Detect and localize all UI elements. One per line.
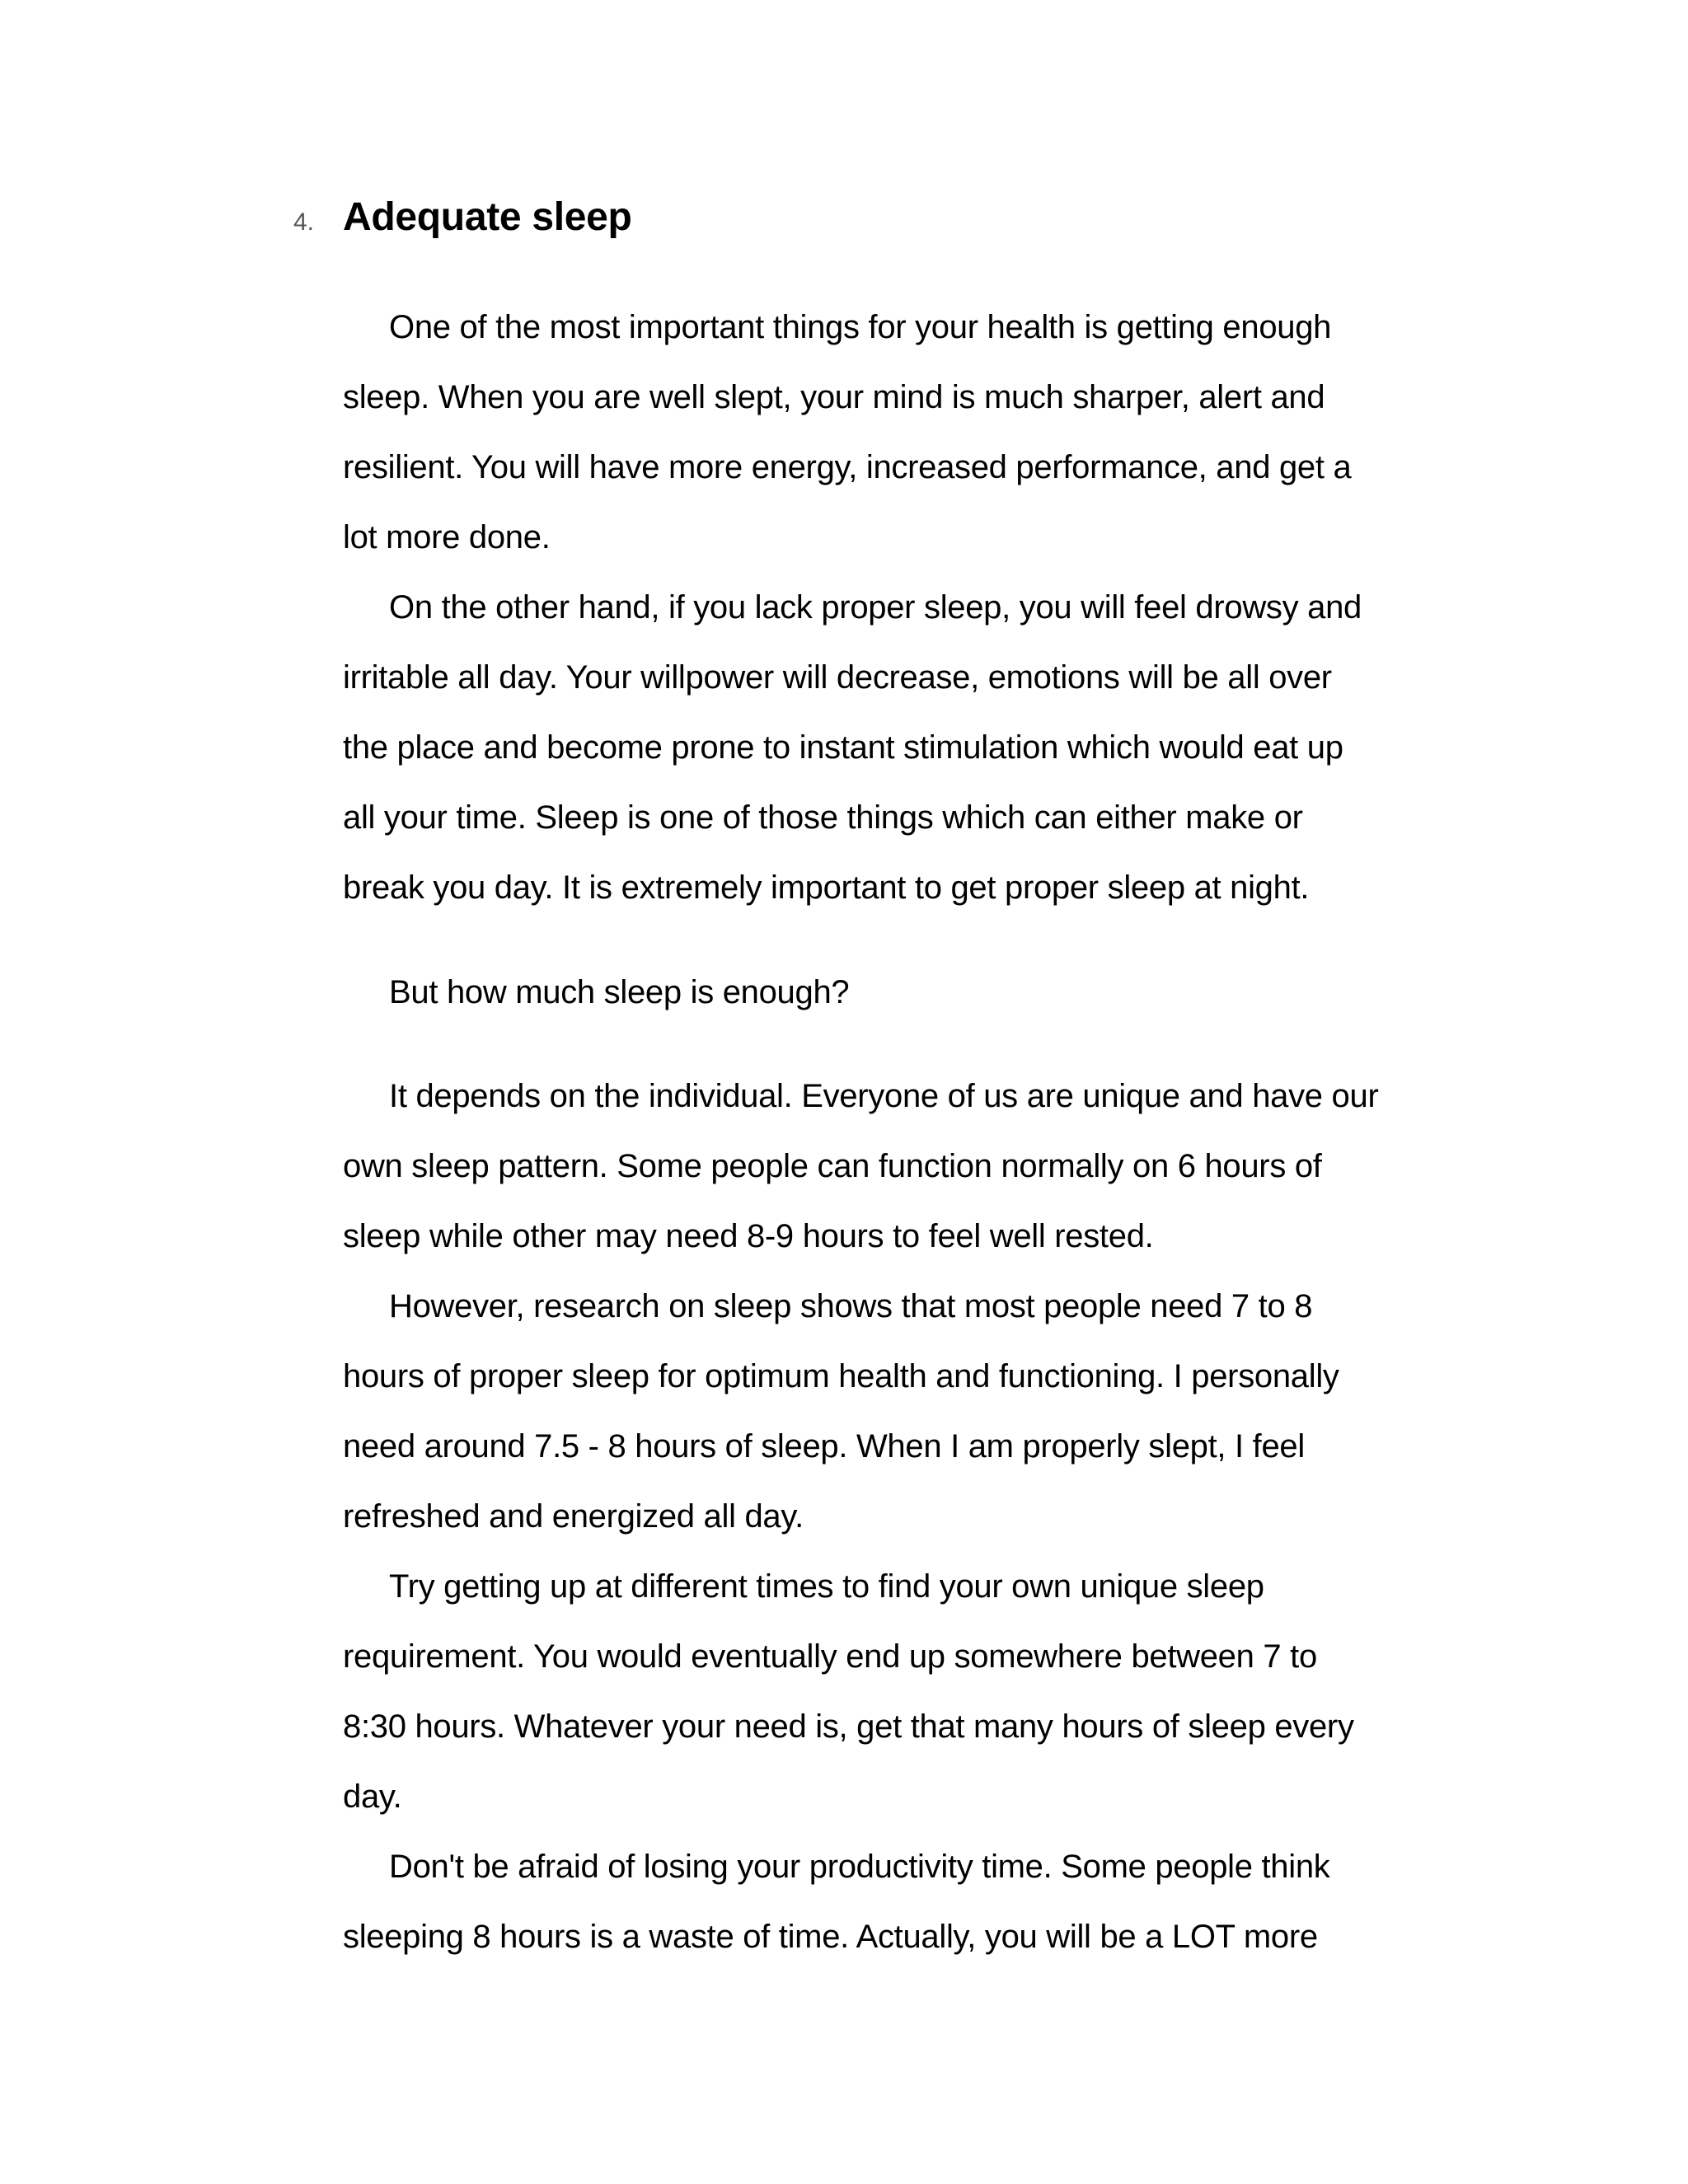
- text-line: sleeping 8 hours is a waste of time. Actually, you will be a LOT more: [343, 1919, 1318, 1955]
- text-line: requirement. You would eventually end up somewhere between 7 to: [343, 1638, 1317, 1675]
- text-line: day.: [343, 1779, 402, 1815]
- text-line: Try getting up at different times to find your own unique sleep: [389, 1568, 1264, 1605]
- text-line: resilient. You will have more energy, increased performance, and get a: [343, 449, 1352, 485]
- text-line: lot more done.: [343, 519, 551, 555]
- text-line: But how much sleep is enough?: [389, 974, 850, 1010]
- section-title: Adequate sleep: [343, 195, 632, 239]
- text-line: all your time. Sleep is one of those things which can either make or: [343, 799, 1303, 836]
- text-line: However, research on sleep shows that most people need 7 to 8: [389, 1288, 1313, 1324]
- text-line: sleep. When you are well slept, your mind is much sharper, alert and: [343, 379, 1325, 415]
- paragraph-3: [343, 958, 1480, 1028]
- paragraph-6: [343, 1552, 1480, 1832]
- text-line: break you day. It is extremely important to get proper sleep at night.: [343, 869, 1310, 906]
- paragraph-4: [343, 1062, 1480, 1272]
- text-line: sleep while other may need 8-9 hours to feel well rested.: [343, 1218, 1154, 1254]
- text-line: irritable all day. Your willpower will decrease, emotions will be all over: [343, 659, 1332, 696]
- text-line: On the other hand, if you lack proper sleep, you will feel drowsy and: [389, 589, 1362, 626]
- paragraph-2: [343, 573, 1480, 923]
- text-line: the place and become prone to instant stimulation which would eat up: [343, 729, 1343, 766]
- text-line: hours of proper sleep for optimum health and functioning. I personally: [343, 1358, 1339, 1394]
- paragraph-7: [343, 1832, 1480, 1972]
- text-line: It depends on the individual. Everyone of us are unique and have our: [389, 1078, 1379, 1114]
- text-line: 8:30 hours. Whatever your need is, get that many hours of sleep every: [343, 1708, 1354, 1745]
- list-number: 4.: [293, 209, 315, 236]
- text-line: need around 7.5 - 8 hours of sleep. When I am properly slept, I feel: [343, 1428, 1305, 1465]
- paragraph-5: [343, 1272, 1480, 1552]
- text-line: One of the most important things for your health is getting enough: [389, 309, 1332, 345]
- text-line: refreshed and energized all day.: [343, 1498, 804, 1535]
- text-line: Don't be afraid of losing your productivity time. Some people think: [389, 1849, 1330, 1885]
- paragraph-1: [343, 293, 1480, 573]
- section-heading: [293, 194, 632, 260]
- text-line: own sleep pattern. Some people can function normally on 6 hours of: [343, 1148, 1322, 1184]
